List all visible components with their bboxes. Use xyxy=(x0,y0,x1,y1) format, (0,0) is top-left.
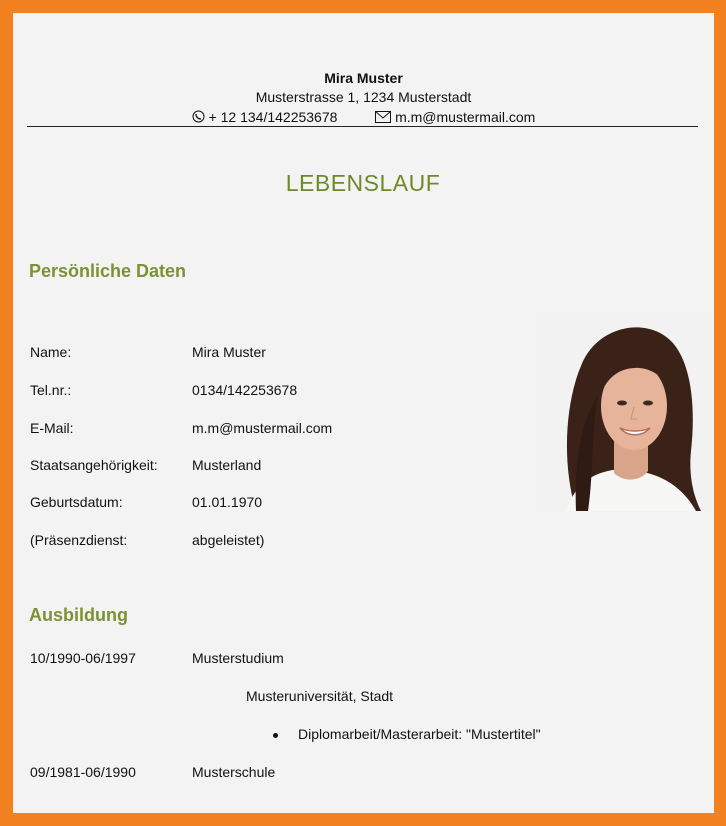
bullet-icon xyxy=(273,733,278,738)
personal-value: 01.01.1970 xyxy=(192,494,263,510)
header-phone: + 12 134/142253678 xyxy=(208,109,338,125)
education-institution: Musteruniversität, Stadt xyxy=(246,688,394,704)
phone-icon xyxy=(192,109,205,127)
personal-label: Name: xyxy=(30,344,72,360)
personal-label: Tel.nr.: xyxy=(30,382,72,398)
personal-label: E-Mail: xyxy=(30,420,74,436)
education-bullet-item xyxy=(273,725,541,743)
profile-photo xyxy=(536,311,712,511)
header-name: Mira Muster xyxy=(324,70,403,86)
section-heading-personal: Persönliche Daten xyxy=(29,261,187,281)
personal-value: abgeleistet) xyxy=(192,532,265,548)
personal-label: Geburtsdatum: xyxy=(30,494,123,510)
education-date: 09/1981-06/1990 xyxy=(30,764,136,780)
header-email: m.m@mustermail.com xyxy=(395,109,536,125)
personal-value: m.m@mustermail.com xyxy=(192,420,333,436)
cv-document xyxy=(13,13,714,813)
education-title: Musterschule xyxy=(192,764,276,780)
education-title: Musterstudium xyxy=(192,650,284,666)
education-date: 10/1990-06/1997 xyxy=(30,650,136,666)
envelope-icon xyxy=(375,109,391,127)
personal-value: Musterland xyxy=(192,457,262,473)
header-divider xyxy=(27,126,698,127)
header-address: Musterstrasse 1, 1234 Musterstadt xyxy=(255,89,472,105)
header-contact xyxy=(13,108,714,127)
section-heading-education: Ausbildung xyxy=(29,605,128,625)
personal-label: (Präsenzdienst: xyxy=(30,532,128,548)
education-bullet-text: Diplomarbeit/Masterarbeit: "Mustertitel" xyxy=(298,726,541,742)
personal-label: Staatsangehörigkeit: xyxy=(30,457,158,473)
personal-value: 0134/142253678 xyxy=(192,382,298,398)
personal-value: Mira Muster xyxy=(192,344,266,360)
document-title: LEBENSLAUF xyxy=(285,170,441,196)
